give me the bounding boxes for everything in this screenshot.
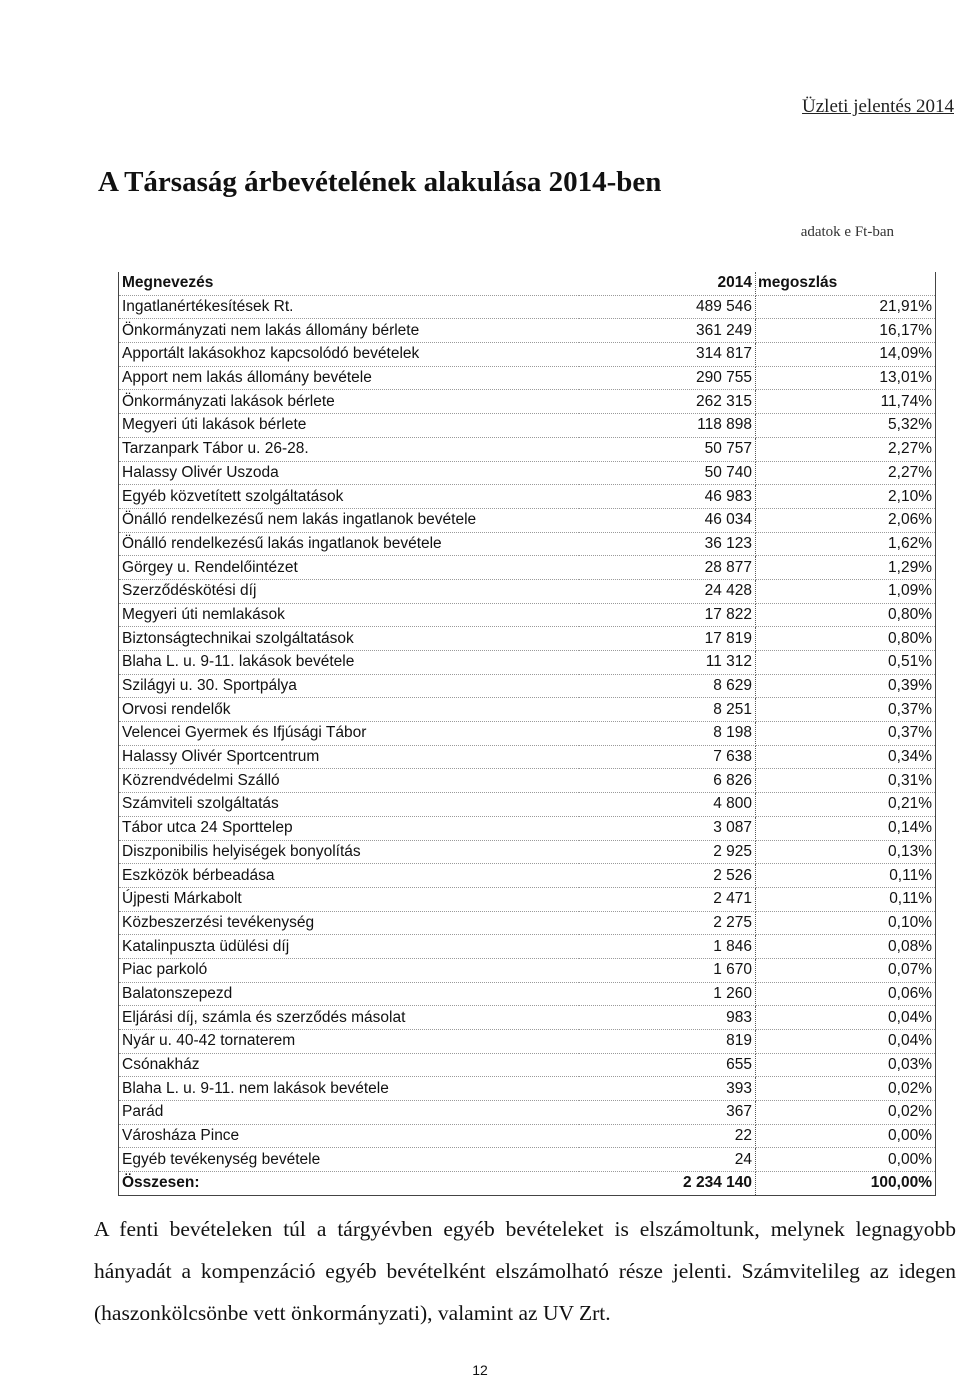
row-name: Halassy Olivér Sportcentrum [119,745,580,769]
row-share: 0,07% [756,958,936,982]
table-row [119,722,936,746]
row-name: Orvosi rendelők [119,698,580,722]
row-name: Ingatlanértékesítések Rt. [119,295,580,319]
row-value: 367 [579,1101,756,1125]
row-name: Nyár u. 40-42 tornaterem [119,1030,580,1054]
row-share: 0,34% [756,745,936,769]
total-share: 100,00% [756,1172,936,1196]
row-value: 1 670 [579,958,756,982]
row-name: Szilágyi u. 30. Sportpálya [119,674,580,698]
table-row [119,627,936,651]
report-header: Üzleti jelentés 2014 [802,96,954,117]
row-value: 7 638 [579,745,756,769]
page-number: 12 [472,1362,488,1378]
row-name: Biztonságtechnikai szolgáltatások [119,627,580,651]
row-value: 24 428 [579,579,756,603]
row-value: 1 260 [579,982,756,1006]
row-value: 655 [579,1053,756,1077]
table-row [119,343,936,367]
table-row [119,982,936,1006]
table-row [119,816,936,840]
row-value: 24 [579,1148,756,1172]
row-name: Halassy Olivér Uszoda [119,461,580,485]
table-row [119,958,936,982]
row-share: 13,01% [756,366,936,390]
row-value: 50 740 [579,461,756,485]
table-row [119,556,936,580]
row-value: 361 249 [579,319,756,343]
row-share: 0,04% [756,1006,936,1030]
row-share: 0,10% [756,911,936,935]
row-value: 1 846 [579,935,756,959]
row-value: 50 757 [579,437,756,461]
row-value: 4 800 [579,793,756,817]
table-row [119,1030,936,1054]
row-share: 2,27% [756,437,936,461]
row-value: 262 315 [579,390,756,414]
row-share: 21,91% [756,295,936,319]
table-row [119,319,936,343]
row-name: Balatonszepezd [119,982,580,1006]
row-name: Eszközök bérbeadása [119,864,580,888]
row-value: 36 123 [579,532,756,556]
row-share: 0,31% [756,769,936,793]
row-value: 28 877 [579,556,756,580]
row-share: 0,51% [756,651,936,675]
row-share: 0,21% [756,793,936,817]
row-value: 8 198 [579,722,756,746]
row-share: 2,27% [756,461,936,485]
row-share: 11,74% [756,390,936,414]
row-value: 8 251 [579,698,756,722]
header-share: megoszlás [756,272,936,295]
row-name: Diszponibilis helyiségek bonyolítás [119,840,580,864]
row-share: 0,06% [756,982,936,1006]
row-share: 16,17% [756,319,936,343]
row-share: 1,62% [756,532,936,556]
table-row [119,674,936,698]
row-value: 2 275 [579,911,756,935]
table-row [119,1053,936,1077]
table-row [119,1006,936,1030]
table-row [119,911,936,935]
table-row [119,414,936,438]
row-value: 393 [579,1077,756,1101]
row-value: 983 [579,1006,756,1030]
unit-note: adatok e Ft-ban [800,224,894,240]
row-name: Egyéb közvetített szolgáltatások [119,485,580,509]
row-name: Csónakház [119,1053,580,1077]
page-title: A Társaság árbevételének alakulása 2014-ben [98,166,662,198]
row-value: 2 526 [579,864,756,888]
row-share: 0,37% [756,698,936,722]
row-name: Tarzanpark Tábor u. 26-28. [119,437,580,461]
table-row [119,485,936,509]
row-share: 1,29% [756,556,936,580]
table-header-row [119,272,936,295]
table-row [119,295,936,319]
row-value: 2 925 [579,840,756,864]
row-name: Önálló rendelkezésű lakás ingatlanok bevétele [119,532,580,556]
row-name: Újpesti Márkabolt [119,887,580,911]
table-row [119,887,936,911]
row-value: 46 034 [579,508,756,532]
row-name: Eljárási díj, számla és szerződés másolat [119,1006,580,1030]
table-row [119,864,936,888]
row-name: Önálló rendelkezésű nem lakás ingatlanok bevétele [119,508,580,532]
row-value: 6 826 [579,769,756,793]
row-name: Blaha L. u. 9-11. nem lakások bevétele [119,1077,580,1101]
table-row [119,1077,936,1101]
row-name: Önkormányzati lakások bérlete [119,390,580,414]
row-name: Közbeszerzési tevékenység [119,911,580,935]
header-year: 2014 [579,272,756,295]
row-value: 314 817 [579,343,756,367]
table-row [119,366,936,390]
row-name: Velencei Gyermek és Ifjúsági Tábor [119,722,580,746]
row-share: 2,06% [756,508,936,532]
row-name: Tábor utca 24 Sporttelep [119,816,580,840]
table-row [119,461,936,485]
table-row [119,532,936,556]
row-name: Görgey u. Rendelőintézet [119,556,580,580]
row-share: 0,04% [756,1030,936,1054]
table-row [119,793,936,817]
row-share: 2,10% [756,485,936,509]
row-value: 22 [579,1124,756,1148]
row-name: Számviteli szolgáltatás [119,793,580,817]
row-name: Parád [119,1101,580,1125]
row-value: 489 546 [579,295,756,319]
revenue-table [118,272,936,1196]
table-row [119,769,936,793]
row-share: 0,80% [756,603,936,627]
row-share: 0,00% [756,1148,936,1172]
row-name: Önkormányzati nem lakás állomány bérlete [119,319,580,343]
row-share: 0,11% [756,887,936,911]
row-value: 2 471 [579,887,756,911]
row-value: 11 312 [579,651,756,675]
row-name: Apport nem lakás állomány bevétele [119,366,580,390]
row-share: 1,09% [756,579,936,603]
row-share: 0,08% [756,935,936,959]
table-row [119,508,936,532]
row-share: 0,39% [756,674,936,698]
table-row [119,579,936,603]
table-row [119,437,936,461]
row-name: Katalinpuszta üdülési díj [119,935,580,959]
total-value: 2 234 140 [579,1172,756,1196]
header-name: Megnevezés [119,272,580,295]
total-label: Összesen: [119,1172,580,1196]
row-share: 0,80% [756,627,936,651]
row-value: 17 819 [579,627,756,651]
table-row [119,1148,936,1172]
row-share: 0,00% [756,1124,936,1148]
revenue-table-container [118,272,930,1196]
row-name: Megyeri úti nemlakások [119,603,580,627]
row-share: 14,09% [756,343,936,367]
row-share: 0,02% [756,1101,936,1125]
table-row [119,603,936,627]
body-paragraph: A fenti bevételeken túl a tárgyévben egyéb bevételeket is elszámoltunk, melynek legnagyobb hányadát a kompenzáció egyéb bevételként elszámolható része jelenti. Számvitelileg az idegen (haszonkölcsönbe vett önkormányzati), valamint az UV Zrt. [94,1217,956,1325]
row-value: 46 983 [579,485,756,509]
row-name: Városháza Pince [119,1124,580,1148]
row-name: Megyeri úti lakások bérlete [119,414,580,438]
table-row [119,935,936,959]
row-share: 0,13% [756,840,936,864]
row-share: 0,14% [756,816,936,840]
row-share: 0,02% [756,1077,936,1101]
table-row [119,1124,936,1148]
row-share: 0,11% [756,864,936,888]
table-row [119,651,936,675]
row-name: Közrendvédelmi Szálló [119,769,580,793]
row-share: 0,37% [756,722,936,746]
row-name: Apportált lakásokhoz kapcsolódó bevételek [119,343,580,367]
row-name: Egyéb tevékenység bevétele [119,1148,580,1172]
row-value: 819 [579,1030,756,1054]
row-share: 0,03% [756,1053,936,1077]
table-row [119,745,936,769]
table-row [119,698,936,722]
total-row [119,1172,936,1196]
row-value: 8 629 [579,674,756,698]
table-row [119,390,936,414]
table-row [119,840,936,864]
row-value: 118 898 [579,414,756,438]
table-body [119,295,936,1171]
table-row [119,1101,936,1125]
row-name: Blaha L. u. 9-11. lakások bevétele [119,651,580,675]
row-name: Piac parkoló [119,958,580,982]
row-value: 3 087 [579,816,756,840]
row-value: 17 822 [579,603,756,627]
row-share: 5,32% [756,414,936,438]
row-name: Szerződéskötési díj [119,579,580,603]
row-value: 290 755 [579,366,756,390]
